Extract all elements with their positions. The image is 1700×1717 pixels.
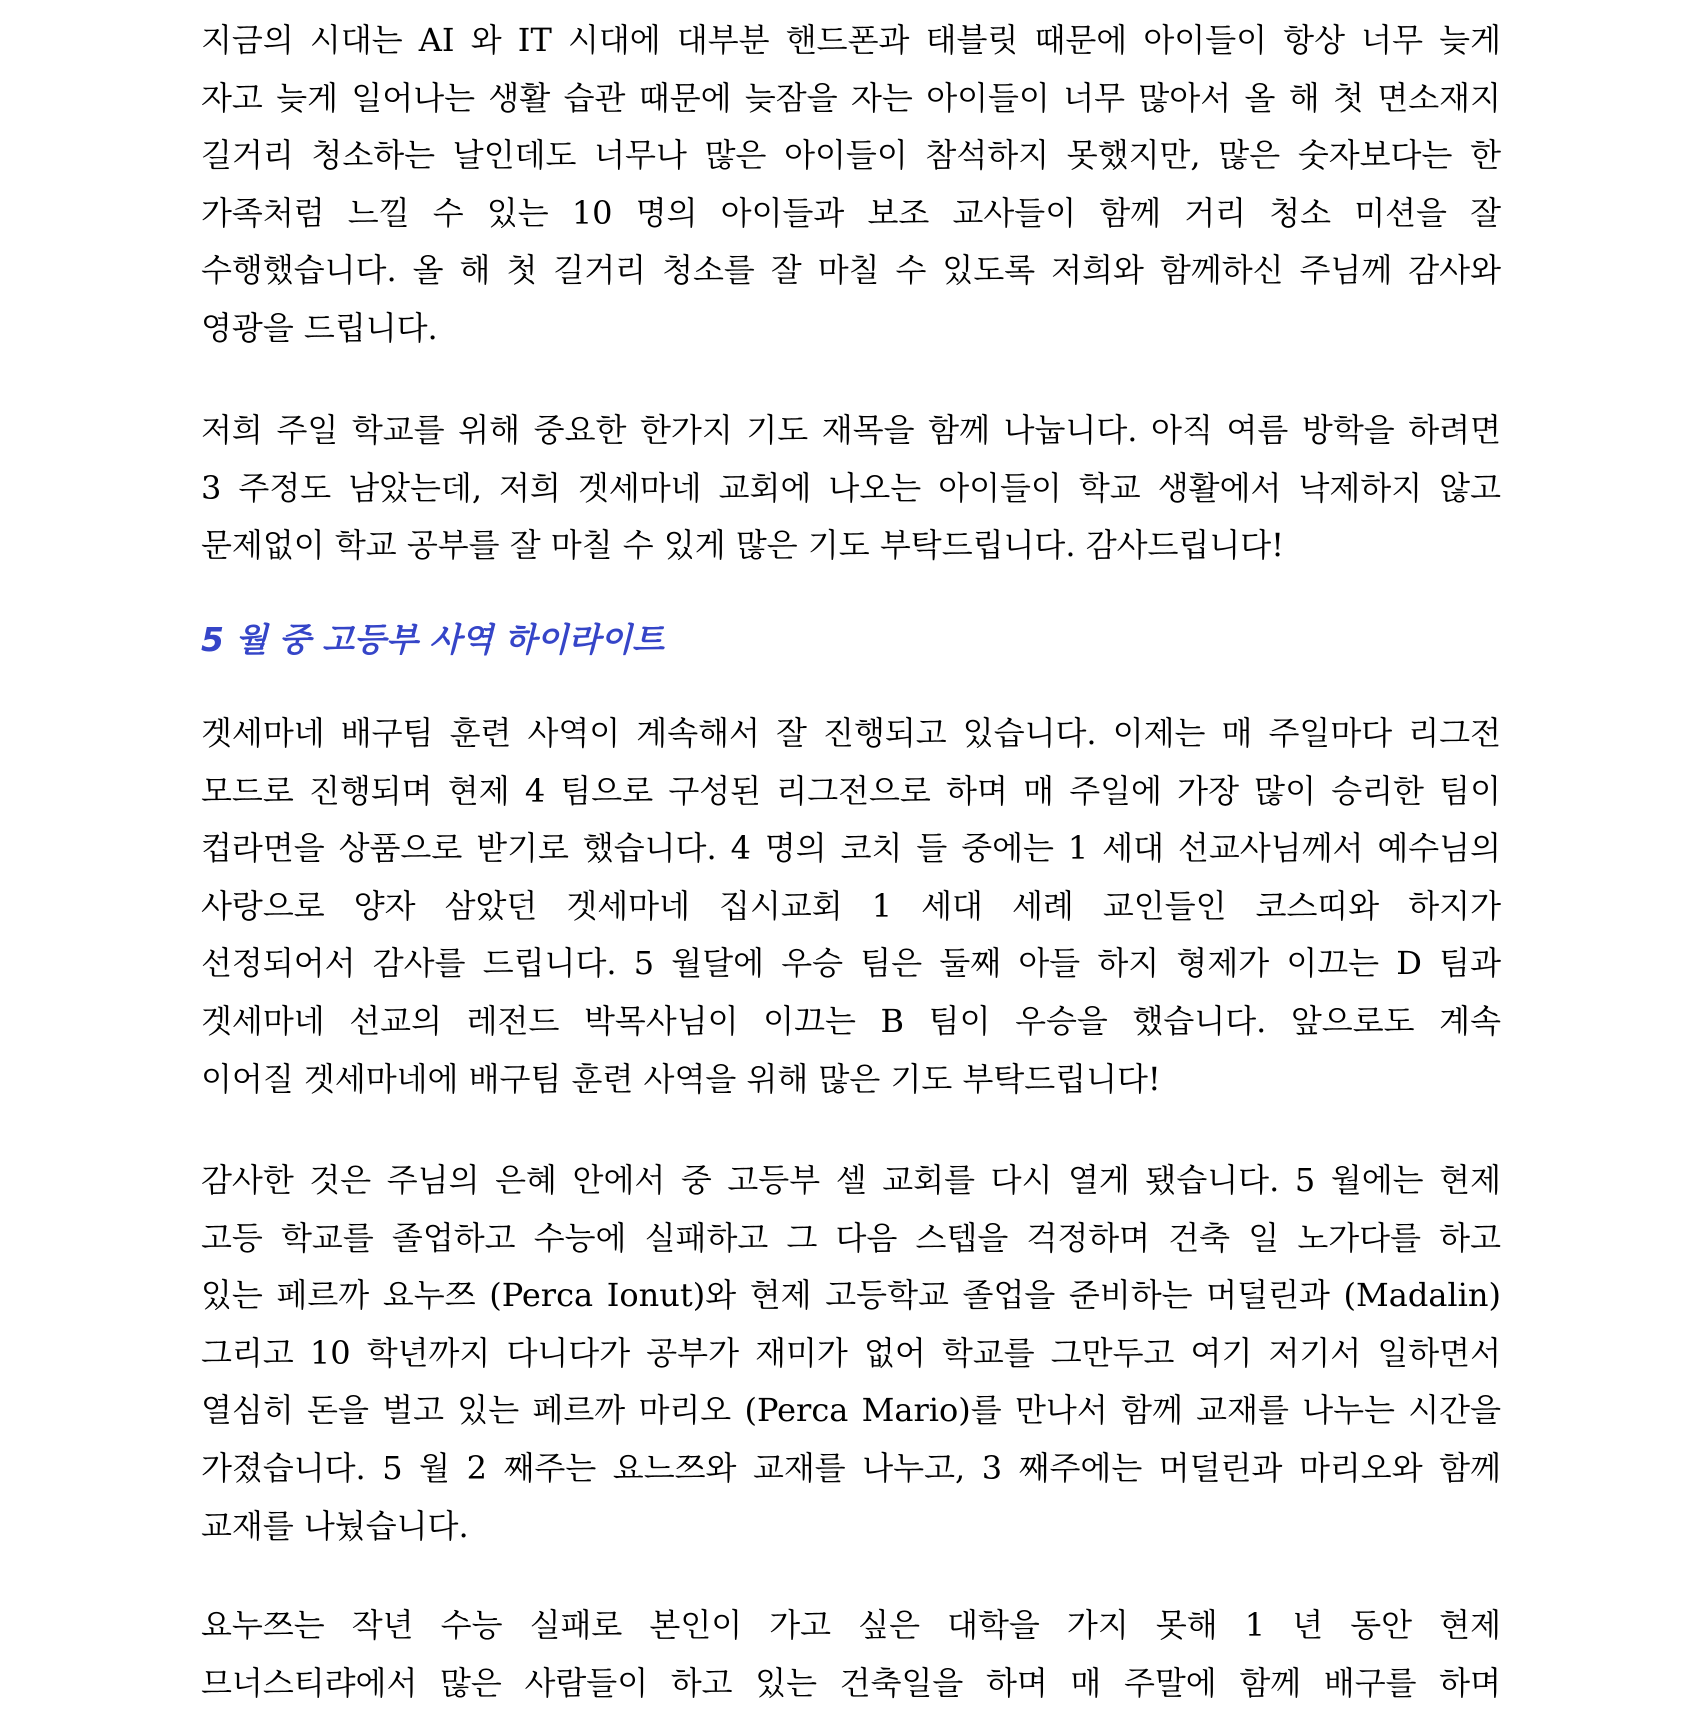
- text-line: 가졌습니다. 5 월 2 째주는 요느쯔와 교재를 나누고, 3 째주에는 머덜린과 마리오와 함께: [201, 1448, 1501, 1487]
- text-line: 있는 페르까 요누쯔 (Perca Ionut)와 현제 고등학교 졸업을 준비하는 머덜린과 (Madalin): [201, 1276, 1501, 1315]
- text-line: 모드로 진행되며 현제 4 팀으로 구성된 리그전으로 하며 매 주일에 가장 많이 승리한 팀이: [201, 771, 1501, 810]
- text-line: 저희 주일 학교를 위해 중요한 한가지 기도 재목을 함께 나눕니다. 아직 여름 방학을 하려면: [201, 411, 1501, 449]
- section-heading: 5 월 중 고등부 사역 하이라이트: [201, 620, 664, 659]
- text-line: 므너스티랴에서 많은 사람들이 하고 있는 건축일을 하며 매 주말에 함께 배구를 하며: [201, 1663, 1501, 1702]
- text-line: 그리고 10 학년까지 다니다가 공부가 재미가 없어 학교를 그만두고 여기 저기서 일하면서: [201, 1333, 1501, 1372]
- text-line: 교재를 나눴습니다.: [201, 1506, 469, 1545]
- paragraph-volleyball-ministry: [201, 705, 1501, 1108]
- text-line: 수행했습니다. 올 해 첫 길거리 청소를 잘 마칠 수 있도록 저희와 함께하신 주님께 감사와: [201, 251, 1501, 290]
- text-line: 고등 학교를 졸업하고 수능에 실패하고 그 다음 스텝을 걱정하며 건축 일 노가다를 하고: [201, 1218, 1501, 1257]
- paragraph-cell-church: [201, 1152, 1501, 1555]
- text-line: 이어질 겟세마네에 배구팀 훈련 사역을 위해 많은 기도 부탁드립니다!: [201, 1059, 1161, 1098]
- text-line: 가족처럼 느낄 수 있는 10 명의 아이들과 보조 교사들이 함께 거리 청소 미션을 잘: [201, 193, 1501, 232]
- text-line: 열심히 돈을 벌고 있는 페르까 마리오 (Perca Mario)를 만나서 함께 교재를 나누는 시간을: [201, 1391, 1501, 1430]
- text-line: 영광을 드립니다.: [201, 308, 438, 347]
- text-line: 컵라면을 상품으로 받기로 했습니다. 4 명의 코치 들 중에는 1 세대 선교사님께서 예수님의: [201, 829, 1501, 868]
- text-line: 요누쯔는 작년 수능 실패로 본인이 가고 싶은 대학을 가지 못해 1 년 동안 현제: [201, 1606, 1501, 1644]
- text-line: 3 주정도 남았는데, 저희 겟세마네 교회에 나오는 아이들이 학교 생활에서 낙제하지 않고: [201, 468, 1501, 507]
- text-line: 사랑으로 양자 삼았던 겟세마네 집시교회 1 세대 세례 교인들인 코스띠와 하지가: [201, 886, 1501, 925]
- text-line: 겟세마네 배구팀 훈련 사역이 계속해서 잘 진행되고 있습니다. 이제는 매 주일마다 리그전: [201, 714, 1501, 752]
- paragraph-prayer-request: [201, 402, 1501, 575]
- text-line: 지금의 시대는 AI 와 IT 시대에 대부분 핸드폰과 태블릿 때문에 아이들이 항상 너무 늦게: [201, 21, 1501, 59]
- text-line: 선정되어서 감사를 드립니다. 5 월달에 우승 팀은 둘째 아들 하지 형제가 이끄는 D 팀과: [201, 944, 1501, 983]
- text-line: 자고 늦게 일어나는 생활 습관 때문에 늦잠을 자는 아이들이 너무 많아서 올 해 첫 면소재지: [201, 78, 1501, 117]
- text-line: 문제없이 학교 공부를 잘 마칠 수 있게 많은 기도 부탁드립니다. 감사드립니다!: [201, 526, 1285, 565]
- paragraph-street-cleaning: [201, 12, 1501, 358]
- paragraph-ionut-story: [201, 1597, 1501, 1712]
- text-line: 감사한 것은 주님의 은혜 안에서 중 고등부 셀 교회를 다시 열게 됐습니다. 5 월에는 현제: [201, 1161, 1501, 1199]
- text-line: 길거리 청소하는 날인데도 너무나 많은 아이들이 참석하지 못했지만, 많은 숫자보다는 한: [201, 136, 1501, 175]
- text-line: 겟세마네 선교의 레전드 박목사님이 이끄는 B 팀이 우승을 했습니다. 앞으로도 계속: [201, 1001, 1501, 1040]
